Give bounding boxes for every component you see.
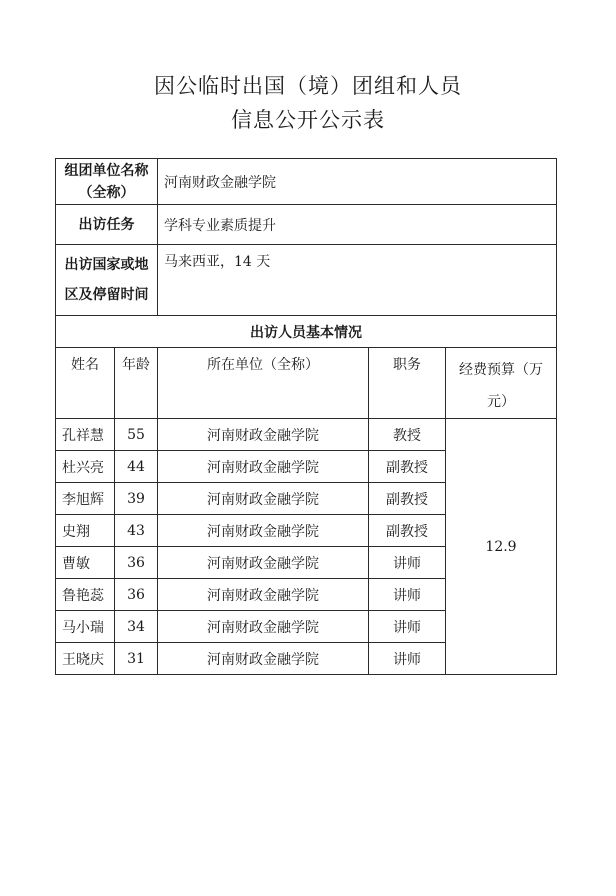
member-unit: 河南财政金融学院 [158,483,369,515]
col-header-budget: 经费预算（万 元） [446,348,557,419]
member-age: 36 [115,547,158,579]
member-position: 教授 [369,419,446,451]
member-name: 曹敏 [56,547,115,579]
member-unit: 河南财政金融学院 [158,419,369,451]
member-name: 李旭辉 [56,483,115,515]
member-age: 55 [115,419,158,451]
col-header-unit: 所在单位（全称） [158,348,369,419]
member-unit: 河南财政金融学院 [158,611,369,643]
member-position: 讲师 [369,611,446,643]
member-age: 36 [115,579,158,611]
member-unit: 河南财政金融学院 [158,515,369,547]
table-row [56,419,557,451]
member-age: 31 [115,643,158,675]
member-unit: 河南财政金融学院 [158,451,369,483]
disclosure-table [55,158,557,675]
member-position: 副教授 [369,451,446,483]
group-unit-value: 河南财政金融学院 [158,159,557,205]
country-value: 马来西亚，14 天 [158,245,557,316]
group-unit-row [56,159,557,205]
budget-value: 12.9 [446,419,557,675]
col-header-name: 姓名 [56,348,115,419]
member-age: 34 [115,611,158,643]
member-age: 44 [115,451,158,483]
member-position: 副教授 [369,515,446,547]
col-header-age: 年龄 [115,348,158,419]
member-name: 杜兴亮 [56,451,115,483]
member-name: 马小瑞 [56,611,115,643]
country-row [56,245,557,316]
member-name: 史翔 [56,515,115,547]
header-row [56,348,557,419]
member-unit: 河南财政金融学院 [158,643,369,675]
member-name: 孔祥慧 [56,419,115,451]
group-unit-label: 组团单位名称 （全称） [56,159,158,205]
task-label: 出访任务 [56,205,158,245]
task-row [56,205,557,245]
task-value: 学科专业素质提升 [158,205,557,245]
member-unit: 河南财政金融学院 [158,579,369,611]
country-label: 出访国家或地 区及停留时间 [56,245,158,316]
member-name: 王晓庆 [56,643,115,675]
member-age: 39 [115,483,158,515]
member-position: 讲师 [369,643,446,675]
member-unit: 河南财政金融学院 [158,547,369,579]
page-subtitle: 信息公开公示表 [231,108,385,132]
col-header-position: 职务 [369,348,446,419]
member-position: 讲师 [369,579,446,611]
section-row [56,316,557,348]
member-position: 副教授 [369,483,446,515]
page-title: 因公临时出国（境）团组和人员 [154,74,462,98]
section-title: 出访人员基本情况 [56,316,557,348]
member-position: 讲师 [369,547,446,579]
member-name: 鲁艳蕊 [56,579,115,611]
member-age: 43 [115,515,158,547]
